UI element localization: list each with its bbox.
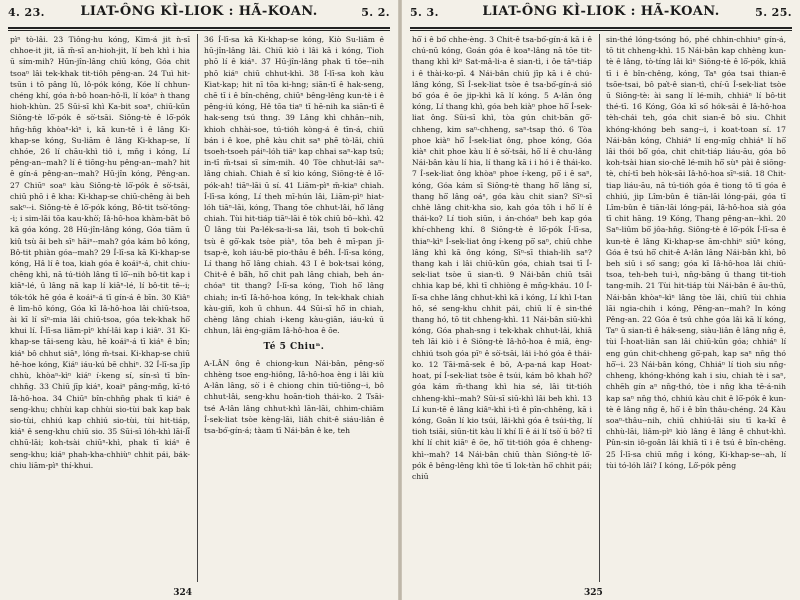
left-page: [0, 0, 398, 600]
right-head-rule: [410, 27, 792, 31]
left-head-title: LIAT-ÔNG KÌ-LIOK : HÃ-KOAN.: [80, 4, 318, 19]
left-running-head: [8, 4, 390, 24]
right-page-number: 325: [584, 588, 603, 598]
left-col2-text-after: A-LÂN ông ê chiong-kun Nái-bân, pêng-sò͘ chhèng tsoe eng-hiông, Iâ-hô-hoa èng i lâi kiù A-lân lâng, sò͘ i ê chiong chin tiū-tiōng--i, bô chhut-lâi, seng-khu hoān-tioh thái-ko. 2 Tsāi-tsé A-lân lâng chhut-khì lān-lāi, chhim-chiām Í-sek-liat tsòe kèng-lāi, liâh chit-ê siáu-liân ê tsa-bó͘-gín-á; tàam tī Nái-bân ê ke, teh: [204, 358, 384, 435]
right-columns: [412, 34, 790, 582]
right-head-title: LIAT-ÔNG KÌ-LIOK : HÃ-KOAN.: [482, 4, 720, 19]
right-column-2: [606, 34, 786, 582]
left-col1-text: pìⁿ tò-lâi. 23 Tiông-hu kóng, Kim-á jit ǹ-sī chhoe-it jit, iā m̄-sī an-hioh-jit, lí beh khì i hia ū sím-mih? Hūn-jîn-lâng chiū kóng, Góa chit tsoaⁿ lâi tek-khak tit-tiôh pêng-an. 24 Tuì hit-tsūn i tō pâng lû, lô-pók kóng, Kóe lí chhun-chéng khí, góa ǹ-bô hoan-hō-lì, lí kóaⁿ ǹ thang hioh-khùn. 25 Sūi-sī khì Ka-bit soaⁿ, chiū-kūn Siōng-tè lō͘-pók ê sò͘-tsāi. Siōng-tè ê lō͘-pók hn̄g-hn̄g khòaⁿ-kìⁿ i, kā kun-tē ì ê lâng Ki-khap-se kóng, Su-liām ê lâng Ki-khap-se, lí chhóe, 26 lí chāu-khì tiô i, mn̄g i kóng, Lí pêng-an--mah? lí ê tiōng-hu pêng-an--mah? hit ê gín-á pêng-an--mah? Hū-jîn kóng, Pêng-an. 27 Chiūⁿ soaⁿ kàu Siōng-tè lō͘-pók ê sò͘-tsāi, chiū phō i ê kha: Ki-khap-se chiū-chêng ài beh sakⁿ--i. Siōng-tè ê lō͘-pók kóng, Bô-tit tsò͘-tōng--i; i sim-lāi tōa kau-khò͘; Iâ-hô-hoa khàm-bāt bô kā góa kóng. 28 Hū-jîn-lâng kóng, Góa tiām ū kiû tsù āi beh sīⁿ hāiⁿ--mah? góa kám bô kóng, Bô-tit phiàn góa--mah? 29 Í-lī-sa kā Ki-khap-se kóng, Hâ lí ê toa, kiah góa ê koáiⁿ-á, chit chiu-chêng khì, nā tú-tio̍h lâng tī lō͘--nih bô-tit kap i kiāⁿ-lé, ū lâng nā kap lí kiāⁿ-lé, lí bô-tit tē--i; tók-tók hē góa ê koáiⁿ-á tī gín-á ê bīn. 30 Kiâⁿ ê lìm-hō kóng, Góa kī Iâ-hô-hoa lâi chiū-tsoa, ài kī lí sīⁿ-mia lâi chiū-tsoa, góa tek-khak hō͘ khui lí. Í-lī-sa liām-pìⁿ khí-lâi kap i kiâⁿ. 31 Ki-khap-se tāi-seng kàu, hē koáiⁿ-á tī kiáⁿ ê bīn; kiáⁿ bô chhut siāⁿ, lóng m̄-tsai. Ki-khap-se chiū hê-hoe kóng, Kiáⁿ iáu-kú bē chhiⁿ. 32 Í-lī-sa jīp chhù, khòaⁿ-kìⁿ kiáⁿ í-keng sí, sín-sì tī bîn-chhn̄g. 33 Chiū jīp kiáⁿ, koaiⁿ pâng-mn̄g, kī-tó Iâ-hô-hoa. 34 Chiūⁿ bîn-chhn̄g phak tī kiáⁿ ê seng-khu; chhùi kap chhùi sio-tùi bak kap bak sio-tùi, chhiú kap chhiú sio-tùi, tùi hit-tiáp, kiáⁿ ê seng-khu chiū sio. 35 Sūi-sī lóh-khì lāi-lī͡ chhū-lāi; koh-tsài chiūⁿ-khì, phak tī kiáⁿ ê seng-khu; kiáⁿ phah-kha-chhiùⁿ chhit pái, bák-chiu liām-pìⁿ thí-khui.: [10, 35, 190, 470]
left-column-1: [10, 34, 190, 582]
left-columns: [10, 34, 388, 582]
right-col1-text: hō͘ i ê bó͘ chhe-èng. 3 Chit-ê tsa-bó͘-gín-á kā i ê chú-nū kóng, Goán góa ê koaⁿ-lâng nā tōe tit-thang khì kìⁿ Sat-mâ-li-a ê sian-tì, i ôe tāⁿ-tiáp i ê thài-ko-pī. 4 Nái-bân chiū jīp kā i ê chú-lâng kóng, Sī Í-sek-liat tsòe ê tsa-bó͘-gín-á sió bó͘ góa ê ōe jip-khì kā lí kóng. 5 A-lân ông kóng, Lí thang khì, góa beh kiàⁿ phoe hō͘ Í-sek-liat ông. Sūi-sī khì, tòa gún chit-bān gō͘-chheng, kim saⁿ-chheng, saⁿ-tsap thó. 6 Tòa phoe kiàⁿ hō͘ Í-sek-liat ông, phoe kóng, Góa kiàⁿ chit phoe kàu lí ê sò͘-tsāi, hō͘ lí ê chu-lâng Nái-bân kàu lí hia, lí thang kā i i hó i ê thái-ko. 7 Í-sek-liat ông khòaⁿ phoe í-keng, pō͘ i ê saⁿ, kóng, Góa kám sī Siōng-tè thang hō͘ lâng sí, thang hō͘ lâng oáⁿ, góa kàu chit sian? Sīⁿ-sī chhè lâng chit-kha sio, kah góa tōh i hō͘ lí ê thái-ko? Lí tioh siūn, i án-chóaⁿ beh kap góa khí-chheng khí. 8 Siōng-tè ê lō͘-pók Í-lī-sa, thiaⁿ-kìⁿ Í-sek-liat ông í-keng pō͘ saⁿ, chiū chhe lâng khì kā ông kóng, Sīⁿ-sī thiah-lih saⁿ? thang kah i lâi chiū-kūn góa, chiah tsai tī Í-sek-liat tsòe ū sian-tì. 9 Nái-bân chiū tsāi chhia kap bé, khì tī chhiòng ê mn̄g-kháu. 10 Í-lī-sa chhe lâng chhut-khì kā i kóng, Lí khì I-tan hō, sé seng-khu chhit pái, chiū lí ê sin-thé thang hó, tō tit chheng-khì. 11 Nái-bân siū-khì kóng, Góa phah-sng i tek-khak chhut-lâi, khiā teh lāi kiò i ê Siōng-tè Iâ-hô-hoa ê miâ, èng-chhiú tsoh góa pīⁿ ê sò͘-tsāi, lái i-hó góa ê thái-ko. 12 Tāi-mā-sek ê bō, A-pa-ná kap Hoat-hoat, pí Í-sek-liat tsòe ê tsúi, kám bô khah hó͘? góa kám m̄-thang khì hia sé, lâi tit-tióh chheng-khì--mah? Sūi-sī siū-khì lâi beh khì. 13 Lí kun-tē ê lâng kiâⁿ-khì i-tì ê pîn-chhêng, kā i kóng, Goān lí kio tsúi, lâi-khì góa ê tsúi-tǹg, lí tioh tsiāi, siūn-tit kàu lí khí lī ê ái lí tsò͘ ū bô? tī khí lí chit kiāⁿ ê ōe, hō͘ tit-tióh góa ê chheng-khì--mah? 14 Nái-bân chiū thàn Siōng-tè lō͘-pók ê bêng-lêng khì tōe tī Iok-tàn hō͘ chhit pái; chiū: [412, 35, 592, 481]
left-head-right: 5. 2.: [361, 6, 390, 19]
right-page: [402, 0, 800, 600]
left-column-divider: [197, 34, 198, 582]
left-col2-text: 36 Í-lī-sa kā Ki-khap-se kóng, Kiò Su-liām ê hū-jîn-lâng lâi. Chiū kiò i lâi kā i kóng, Tioh phō lí ê kiáⁿ. 37 Hū-jîn-lâng phak tī tōe--nih phō kiáⁿ chiū chhut-khì. 38 Í-lī-sa koh kàu Kiat-kap; hit nī tōa ki-hng; siān-tī ê hak-seng, chē tī i ê bîn-chêng, chiūⁿ bêng-lêng kun-tè i ê pêng-iú kóng, Hê tōa tiaⁿ tī hē-nih ka siān-tī ê hak-seng tsú thng. 39 Lâng khì chhân--nih, khioh chhài-soe, tú-tióh kòng-á ê tīn-á, chiū bán i ê koe, phê kàu chit saⁿ phē tò-lāi, chiū tsoeh-tsoeh páiⁿ-lóh tiāⁿ kap chhai saⁿ-kap tsū; in-tī m̄-tsai sī sím-mih. 40 Tòe chhut-lâi saⁿ-lâng chiah. Chiah ê sî kio kóng, Siōng-tè ê lō͘-pók-ah! tiāⁿ-lāi ū sí. 41 Liām-pìⁿ m̄-kiaⁿ chiah. Í-lī-sa kóng, Lí theh mī-hún lâi, Liām-pìⁿ hiat-lóh tiāⁿ-lāi, kóng, Thang tōe chhut-lâi, hō͘ lâng chiah. Tùi hit-tiáp tiāⁿ-lāi ê tòk chiū bô--khì. 42 Ū lâng tùi Pa-lék-sa-li-sa lâi, tsoh tī bok-chū tsù ê gō͘-kak tsòe piàⁿ, tōa beh ê mī-pan jī-tsap-è, koh iáu-bē pio-thâu ê bé́h. Í-lī-sa kóng, Lí thang hō͘ lâng chiah. 43 I ê bok-tsai kóng, Chit-ê ê bā́h, hō͘ chit pah lâng chiah, beh án-chóaⁿ tit thang? Í-lī-sa kóng, Tioh hō͘ lâng chiah; in-tī Iâ-hô-hoa kóng, In tek-khak chiah kàu-giñ, koh ū chhun. 44 Sūi-sī hō͘ in chiah, chèng lâng chiah i-keng kàu-giān, iáu-kú ū chhun, lâi èng-giām Iâ-hô-hoa ê ōe.: [204, 35, 384, 336]
right-head-left: 5. 3.: [410, 6, 439, 19]
left-page-number: 324: [173, 588, 192, 598]
right-col2-text: sin-thé lóng-tsóng hó, phé chhin-chhiuⁿ gín-á, tō tit chheng-khì. 15 Nái-bân kap chhèng kun-tè ê lâng, tò-tíng lâi kìⁿ Siōng-tè ê lō͘-pók, khiā tī i ê bîn-chêng, kóng, Taⁿ góa tsai thian-ē tsōe-tsai, bô pa͘t-ê sian-tì, chí-ū Í-sek-liat tsòe ū Siōng-tè: ài sang lí lé-mih, chhiáⁿ lí bô-tit thé-tī. 16 Kóng, Góa kī só͘ hók-sāi ê Iâ-hô-hoa tèh-chái teh, góa chit sian-ē bô siu. Chhit khóng-khóng beh sang--i, i koat-toan sí. 17 Nái-bân kóng, Chhiáⁿ lí eng-mīg chhiáⁿ lí hō͘ lâi thói bô͘ góa, chit chit-tiáp liáu-āu, góa bō koh-tsài hian sio-chē lé-mih hō͘ sùⁿ pài ê siōng-tè, chí-tī beh hòk-sāi Iâ-hô-hoa sīⁿ-siâ. 18 Chit-tiap liáu-āu, nā tú-tióh góa ê tiong tō tī góa ê chhiú, jip Lîm-bûn ê tiān-lāi lóng-pái, góa tī Lîm-bûn ê tiān-lāi lóng-pái, Iâ-hô-hoa sià góa tī chit hāng. 19 Kóng, Thang pêng-an--khì. 20 Saⁿ-liûm bō͘ jôa-hn̄g. Siōng-tè ê lō͘-pók Í-lī-sa ê kun-tè ê lâng Ki-khap-se ām-chhiⁿ siūⁿ kóng, Góa ê tsú hō͘ chit-ê A-lân lâng Nái-bân khì, bô beh siū i só͘ sang; góa kī Iâ-hô-hoa lâi chiū-tsoa, teh-beh tui-ì, nn̄g-bāng ū thang tit-tioh tang-mih. 21 Tùi hit-tiáp tùi Nái-bân ê āu-thū, Nái-bân khòaⁿ-kìⁿ lâng tòe lâi, chiū tùi chhia lāi ngia-chih i kóng, Pêng-an--mah? In kóng Pêng-an. 22 Góa ê tsú chhe góa lâi kā lí kóng, Taⁿ ū sian-tì ê hák-seng, siàu-liân ê lâng nn̄g ê, tùi Í-hoat-liân san lâi chiū-kūn góa; chhiáⁿ lí eng gún chit-chheng gō͘-pah, kap saⁿ nn̄g thó hō͘--i. 23 Nái-bân kóng, Chhiáⁿ lí tioh siu nn̄g-chheng, khóng-khóng kah i siu, chiah tè i saⁿ, chhēh gín aⁿ nn̄g-thó, tòe i nn̄g kha tē-á-nih kap saⁿ nn̄g thó, chhiú kàu chit ê lō͘-pók ê kun-tè ê lâng nn̄g ê, hō͘ i ê bîn thâu-chéng. 24 Kàu soaⁿ-thâu--nih, chiū chhiú-lāi siu tī ka-kī ê chhù-lāi, liâm-pìⁿ kiò lâng ê lâng ê chhut-khì. Pûn-sin iô-goân lâi khiā tī i ê tsú ê bîn-chêng. 25 Í-lī-sa chiū mn̄g i kóng, Ki-khap-se--ah, lí tùi tó-lóh lâi? I kóng, Lô͘-pók pêng: [606, 35, 786, 470]
right-column-divider: [599, 34, 600, 582]
chapter-heading: Té 5 Chiuⁿ.: [263, 342, 325, 353]
right-running-head: [410, 4, 792, 24]
right-head-right: 5. 25.: [755, 6, 792, 19]
left-column-2: [204, 34, 384, 582]
right-column-1: [412, 34, 592, 582]
left-head-left: 4. 23.: [8, 6, 45, 19]
left-head-rule: [8, 27, 390, 31]
